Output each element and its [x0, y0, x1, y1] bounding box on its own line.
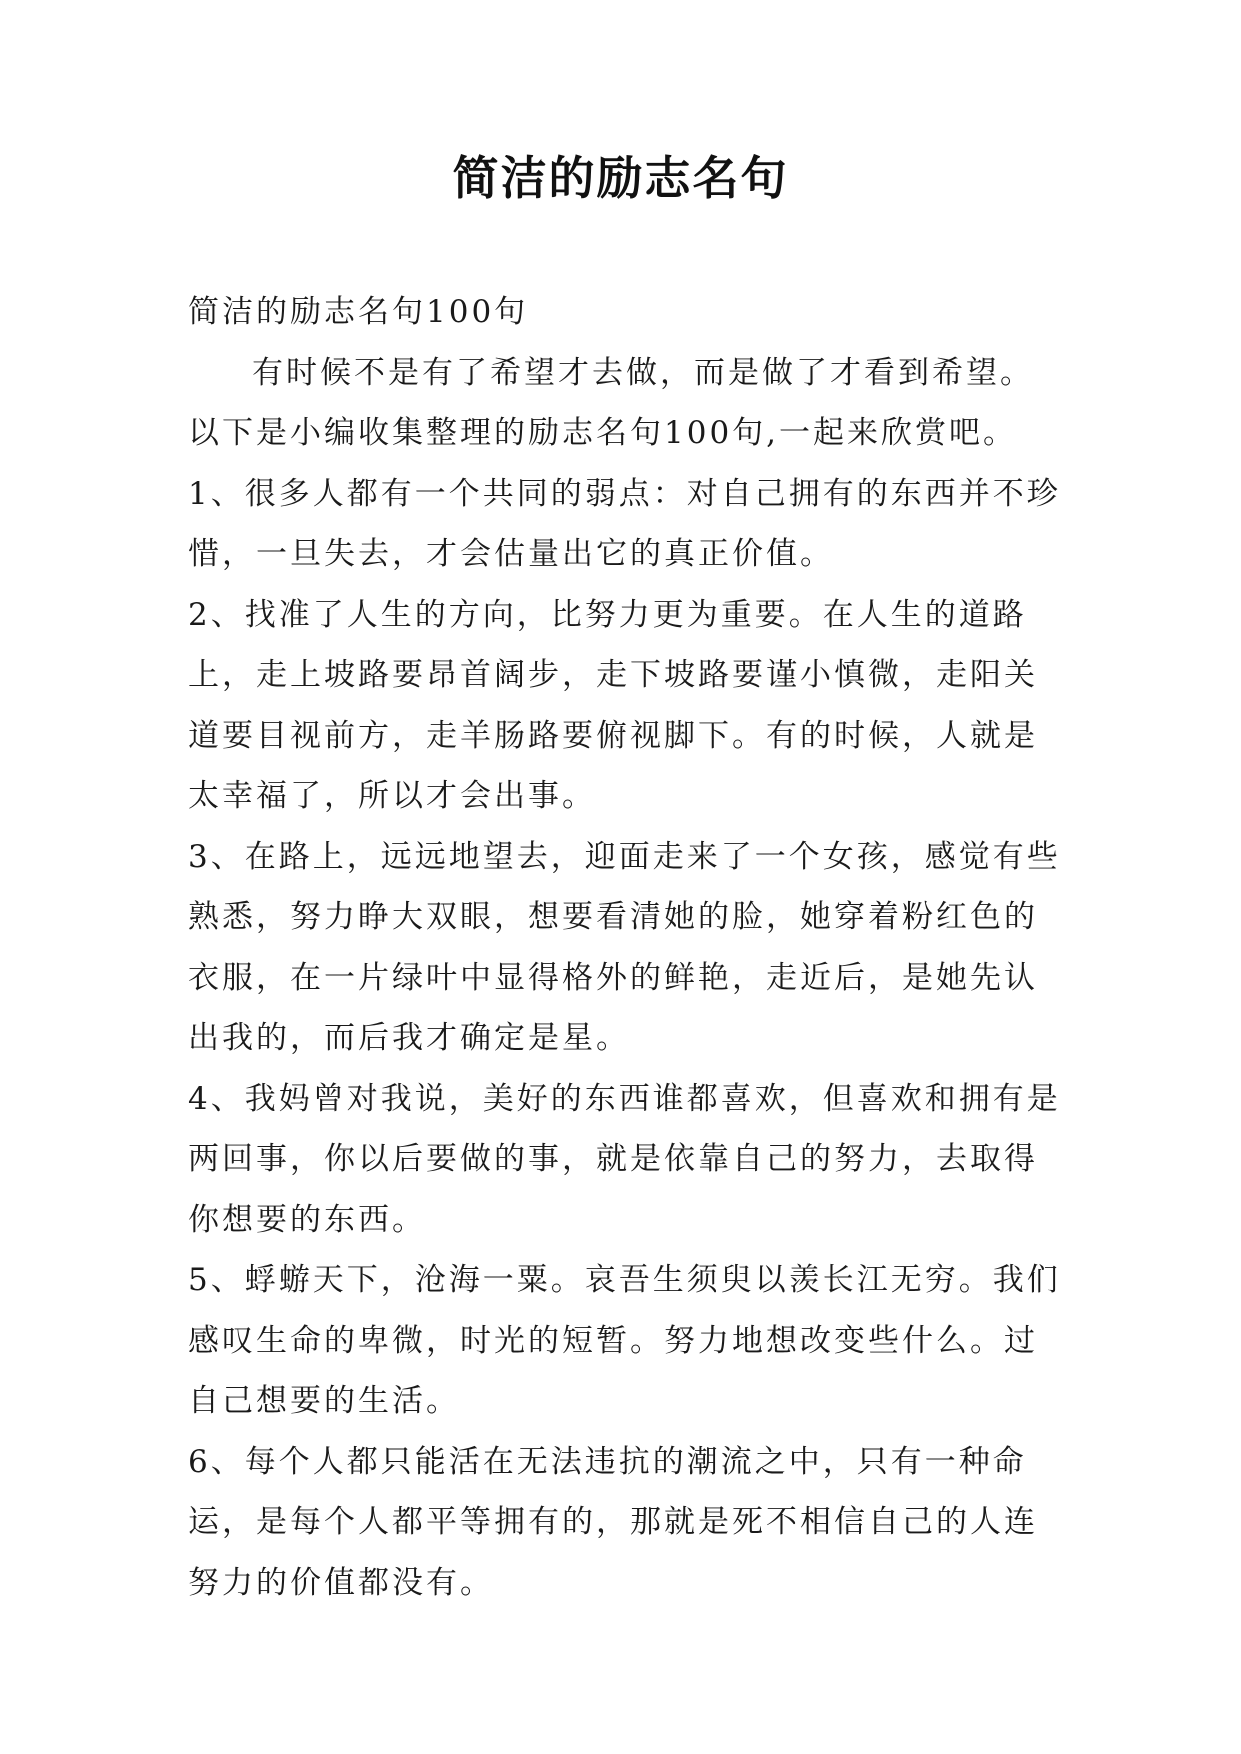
- quote-item-3: 3、在路上，远远地望去，迎面走来了一个女孩，感觉有些熟悉，努力睁大双眼，想要看清她的脸，她穿着粉红色的衣服，在一片绿叶中显得格外的鲜艳，走近后，是她先认出我的，而后我才确定是星。: [188, 838, 1061, 1056]
- quote-item-6: 6、每个人都只能活在无法违抗的潮流之中，只有一种命运，是每个人都平等拥有的，那就是死不相信自己的人连努力的价值都没有。: [188, 1443, 1038, 1601]
- quote-item-5: 5、蜉蝣天下，沧海一粟。哀吾生须臾以羡长江无穷。我们感叹生命的卑微，时光的短暂。努力地想改变些什么。过自己想要的生活。: [188, 1262, 1061, 1419]
- document-subtitle: 简洁的励志名句100句: [188, 294, 529, 330]
- document-title: 简洁的励志名句: [452, 151, 789, 205]
- document-body: [188, 282, 1066, 1613]
- quote-item-2: 2、找准了人生的方向，比努力更为重要。在人生的道路上，走上坡路要昂首阔步，走下坡路要谨小慎微，走阳关道要目视前方，走羊肠路要俯视脚下。有的时候，人就是太幸福了，所以才会出事。: [188, 596, 1038, 814]
- quote-item-1: 1、很多人都有一个共同的弱点：对自己拥有的东西并不珍惜，一旦失去，才会估量出它的真正价值。: [188, 475, 1061, 572]
- intro-paragraph: 有时候不是有了希望才去做，而是做了才看到希望。以下是小编收集整理的励志名句100句,一起来欣赏吧。: [188, 354, 1034, 451]
- quote-item-4: 4、我妈曾对我说，美好的东西谁都喜欢，但喜欢和拥有是两回事，你以后要做的事，就是依靠自己的努力，去取得你想要的东西。: [188, 1080, 1061, 1238]
